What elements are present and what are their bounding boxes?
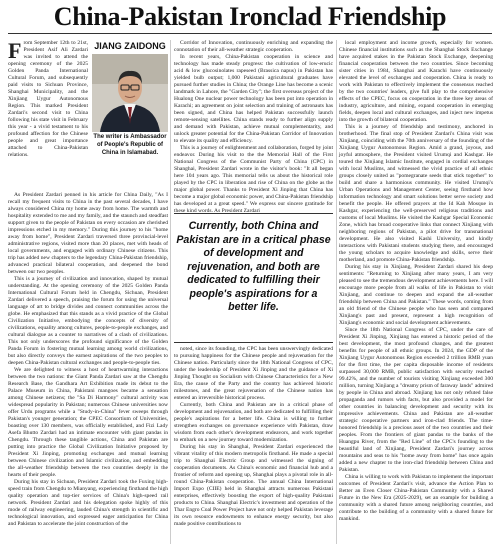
- column-3-body: [339, 40, 493, 544]
- author-photo: [92, 54, 168, 132]
- pull-quote: Currently, both China and Pakistan are in a critical phase of development and rejuvenation, and both are dedicated to fulfilling their people's aspirations for a better life.: [174, 213, 333, 343]
- body-paragraph: In recent years, China-Pakistan cooperation in science and technology has made steady progress: the cultivation of low-erucic acid & low glucosinolates rapeseed (Brassica napus) in Pakistan has yielded bulb output; 1,000 Pakistani agricultural graduates have pursued further studies in China; the Orange Line has become a scenic landmark in Lahore, the "Garden City"; the first overseas project of the Hualong One nuclear power technology has been put into operation in Karachi; an agreement on joint selection and training of astronauts has been signed, and China has helped Pakistan successfully launch remote-sensing satellites. China stands ready to further align supply and demand with Pakistan, achieve mutual complementarity, and unlock greater potential for the China-Pakistan Corridor of Innovation to elevate its quality and efficiency.: [174, 54, 333, 144]
- body-paragraph: This is a journey of friendship and testimony, anchored in brotherhood. The final stop of President Zardari's China visit was Xinjiang, coinciding with the 70th anniversary of the founding of the Xinjiang Uygur Autonomous Region. Amid a grand, joyous, and joyful atmosphere, the President visited Urumqi and Kashgar. He toured the Xinjiang Islamic Institute, engaged in cordial exchanges with local Muslims, and witnessed the vivid practice of all ethnic groups closely united as "pomegranate seeds that stick together" to build and share a harmonious community. He visited Urumqi's Urban Operations and Management Center, seeing firsthand how information technology and smart solutions better serve society and benefit the people. He offered prayers at the Id Kah Mosque in Kashgar, experiencing the well-preserved religious traditions and customs of local Muslims. He visited the Kashgar Special Economic Zone, which has broad cooperative links that connect Xinjiang with neighboring regions of Pakistan, a pilot drive for transnational development. He also visited Kashi University, and kindly interactions with Pakistani students studying there, and encouraged the young scholars to acquire knowledge and skills, serve their motherland, and promote China-Pakistan friendship.: [339, 124, 493, 263]
- body-paragraph: local employment and income growth, especially for women. Chinese financial institutions such as the Shanghai Stock Exchange have acquired stakes in the Pakistan Stock Exchange, deepening financial cooperation between the two countries. Since becoming sister cities in 1984, Shanghai and Karachi have continuously elevated the level of exchanges and cooperation. China is ready to work with Pakistan to effectively implement the consensus reached by the two countries' leaders, give full play to the comprehensive effects of the CPEC, focus on cooperation in the three key areas of industry, agriculture, and mining, expand cooperation in emerging fields, deepen local and cultural exchanges, and inject new impetus into the growth of bilateral cooperation.: [339, 40, 493, 123]
- column-2-bottom: [174, 346, 333, 544]
- column-1-top: [8, 40, 88, 190]
- body-paragraph: This is a journey of enlightenment and collaboration, forged by joint endeavor. During his visit to the the Memorial Hall of the First National Congress of the Communist Party of China (CPC) in Shanghai, President Zardari wrote in the visitor's book: "It all began here 104 years ago. This memorial tells us about the historical role played by the CPC in liberation and rise of China on the globe as the major global power. Thanks to President Xi Jinping that China has become a major global economic power, and China-Pakistan friendship has developed at a great speed." We express our sincere gratitude for these kind words. As President Zardari: [174, 145, 333, 214]
- body-paragraph: Currently, both China and Pakistan are in a critical phase of development and rejuvenation, and both are dedicated to fulfilling their people's aspirations for a better life. China is willing to further strengthen exchanges on governance experience with Pakistan, draw wisdom from each other's development endeavors, and work together to embark on a new journey toward modernization.: [174, 402, 333, 443]
- body-paragraph: As President Zardari penned in his article for China Daily, "As I recall my frequent visits to China in the past several decades, I have always considered China my home away from home. The warmth and hospitality extended to me and my family, and the staunch and steadfast support given to the people of Pakistan on every occasion are cherished impressions etched in my memory." During this journey to his "home away from home", President Zardari traversed three provincial-level administrative regions, visited more than 20 places, met with heads of local governments, and engaged with ordinary Chinese citizens. This trip has added new chapters to the legendary China-Pakistan friendship, advanced practical bilateral cooperation, and deepened the bond between our two peoples.: [8, 192, 168, 275]
- lead-text: rom September 12th to 21st, President Asif Ali Zardari was invited to attend the opening ceremony of the 2025 Golden Panda International Cultural Forum, and subsequently paid visits to Sichuan Province, Shanghai Municipality, and the Xinjiang Uygur Autonomous Region. This marked President Zardari's second visit to China following his state visit in February this year - a vivid testament to his profound affection for the Chinese people and great importance attached to China-Pakistan relations.: [8, 40, 88, 158]
- body-paragraph: China is willing to work with Pakistan to implement the important outcomes of President Zardari's visit, advance the Action Plan to Better an Even Closer China-Pakistan Community with a Shared Future in the New Era (2025-2029), set an example for building a community with a shared future among neighboring countries, and contribute to the building of a community with a shared future for mankind.: [339, 474, 493, 522]
- body-paragraph: noted, since its founding, the CPC has been unswervingly dedicated to pursuing happiness for the Chinese people and rejuvenation for the Chinese nation. Particularly since the 18th National Congress of CPC, under the leadership of President Xi Jinping and the guidance of Xi Jinping Thought on Socialism with Chinese Characteristics for a New Era, the cause of the Party and the country has achieved historic milestones, and the great rejuvenation of the Chinese nation has entered an irreversible historical process.: [174, 346, 333, 401]
- article-headline: China-Pakistan Ironclad Friendship: [53, 2, 447, 31]
- column-2-top: [174, 40, 333, 214]
- body-paragraph: During his stay in Sichuan, President Zardari took the Fuxing high-speed train from Chengdu to Mianyang, experiencing firsthand the high quality operation and top-tier services of China's high-speed rail network. President Zardari and his delegation spoke highly of this mode of railway engineering, lauded China's strength in scientific and technological innovation, and expressed eager anticipation for China and Pakistan to accelerate the joint construction of the: [8, 479, 168, 527]
- column-divider: [170, 40, 171, 544]
- lead-paragraph: [8, 40, 88, 159]
- body-paragraph: This is a journey of civilization and innovation, shaped by mutual understanding. At the opening ceremony of the 2025 Golden Panda International Cultural Forum held in Chengdu, Sichuan, President Zardari delivered a speech, praising the forum for using the universal language of art to bridge divides and connect communities across the globe. He emphasized that this stands as a vivid practice of the Global Civilization Initiative, embodying the concepts of diversity of civilizations, equality among cultures, people-to-people exchanges, and cultural dialogue as a counter to narratives of a clash of civilizations. This not only underscores the profound significance of the Golden Panda Forum in fostering mutual learning among world civilizations, but also directly conveys the earnest aspirations of the two peoples to deepen China-Pakistan cultural exchanges and people-to-people ties.: [8, 276, 168, 366]
- body-paragraph: During his stay in Shanghai, President Zardari experienced the vibrant vitality of this modern metropolis firsthand. He made a special trip to Shanghai Electric Group and witnessed the signing of cooperation documents. As China's economic and financial hub and a frontier of reform and opening up, Shanghai plays a pivotal role in all-round China-Pakistan cooperation. The annual China International Import Expo (CIIE) held in Shanghai attracts numerous Pakistani enterprises, effectively boosting the export of high-quality Pakistani products to China. Shanghai Electric's investment and operation of the Thar Engro Coal Power Project have not only helped Pakistan leverage its own resource endowments to enhance energy security, but also made positive contributions to: [174, 444, 333, 527]
- portrait-image: [92, 54, 168, 132]
- author-byline: JIANG ZAIDONG: [94, 41, 166, 51]
- photo-caption: The writer is Ambassador of People's Republic of China in Islamabad.: [93, 134, 167, 156]
- body-paragraph: We are delighted to witness a host of heartwarming interactions between the two nations: the Giant Panda Zardari saw at the Chengdu Research Base, the Gandhara Art Exhibition made its debut to the Palace Museum in China, Pakistani mangoes became a sensation among Chinese netizens; the "Sa Di Harmony" cultural activity was widespread popularity in Pakistan; numerous Chinese universities now offer Urdu programs while a "Study-in-China" fever sweeps through Pakistan's younger generation; the CPEC Consortium of Universities, boasting over 130 members, was officially established, and Fizi Lady Asefa Bhutto Zardari had an intimate encounter with giant pandas in Chengdu. Through these tangible actions, China and Pakistan are putting into practice the Global Civilization Initiative proposed by President Xi Jinping, promoting exchanges and mutual learning between Chinese civilization and Islamic civilization, and embedding the all-weather friendship between the two countries deeply in the hearts of their people.: [8, 367, 168, 478]
- column-divider: [336, 40, 337, 544]
- headline-rule: [8, 33, 492, 34]
- body-paragraph: During his stay in Xinjiang, President Zardari shared his deep sentiments: "Returning to Xinjiang after many years, I am very pleased to see the tremendous development achievements here. I will encourage more people from all walks of life in Pakistan to visit Xinjiang, and continue to deepen and expand the all-weather friendship between China and Pakistan." These words, coming from an old friend of the Chinese people who has seen and compared Xinjiang's past and present, represent a high recognition of Xinjiang's economic and social development achievements.: [339, 264, 493, 326]
- drop-cap: F: [8, 38, 22, 63]
- column-1-body: [8, 192, 168, 544]
- body-paragraph: Since the 18th National Congress of CPC, under the care of President Xi Jinping, Xinjiang has entered a historic period of the best development, the most profound changes, and the greatest benefits for people of all ethnic groups. In 2024, the GDP of the Xinjiang Uygur Autonomous Region exceeded 2 trillion RMB yuan for the first time, the per capita disposable income of residents surpassed 30,000 RMB, public satisfaction with security reached 99.42%, and the number of tourists visiting Xinjiang exceeded 300 million, turning Xinjiang a "dreamy prism of faraway lands" admired by people in China and abroad. Xinjiang has not only refuted false propaganda and rumors with facts, but also provided a model for other countries in balancing development and security with its impressive achievements. China and Pakistan are all-weather strategic cooperative partners and iron-clad friends. The time-honored friendship is a precious asset of the two countries and their peoples. From the frontiers of giant pandas to the banks of the Huangpu River, from the "Red Line" of the CPC's founding to the beautiful land of Xinjiang, President Zardari's journey across mountains and seas to his "home away from home" has once again added a new chapter to the iron-clad friendship between China and Pakistan.: [339, 327, 493, 473]
- body-paragraph: Corridor of Innovation, continuously enriching and expanding the connotation of their all-weather strategic cooperation.: [174, 40, 333, 53]
